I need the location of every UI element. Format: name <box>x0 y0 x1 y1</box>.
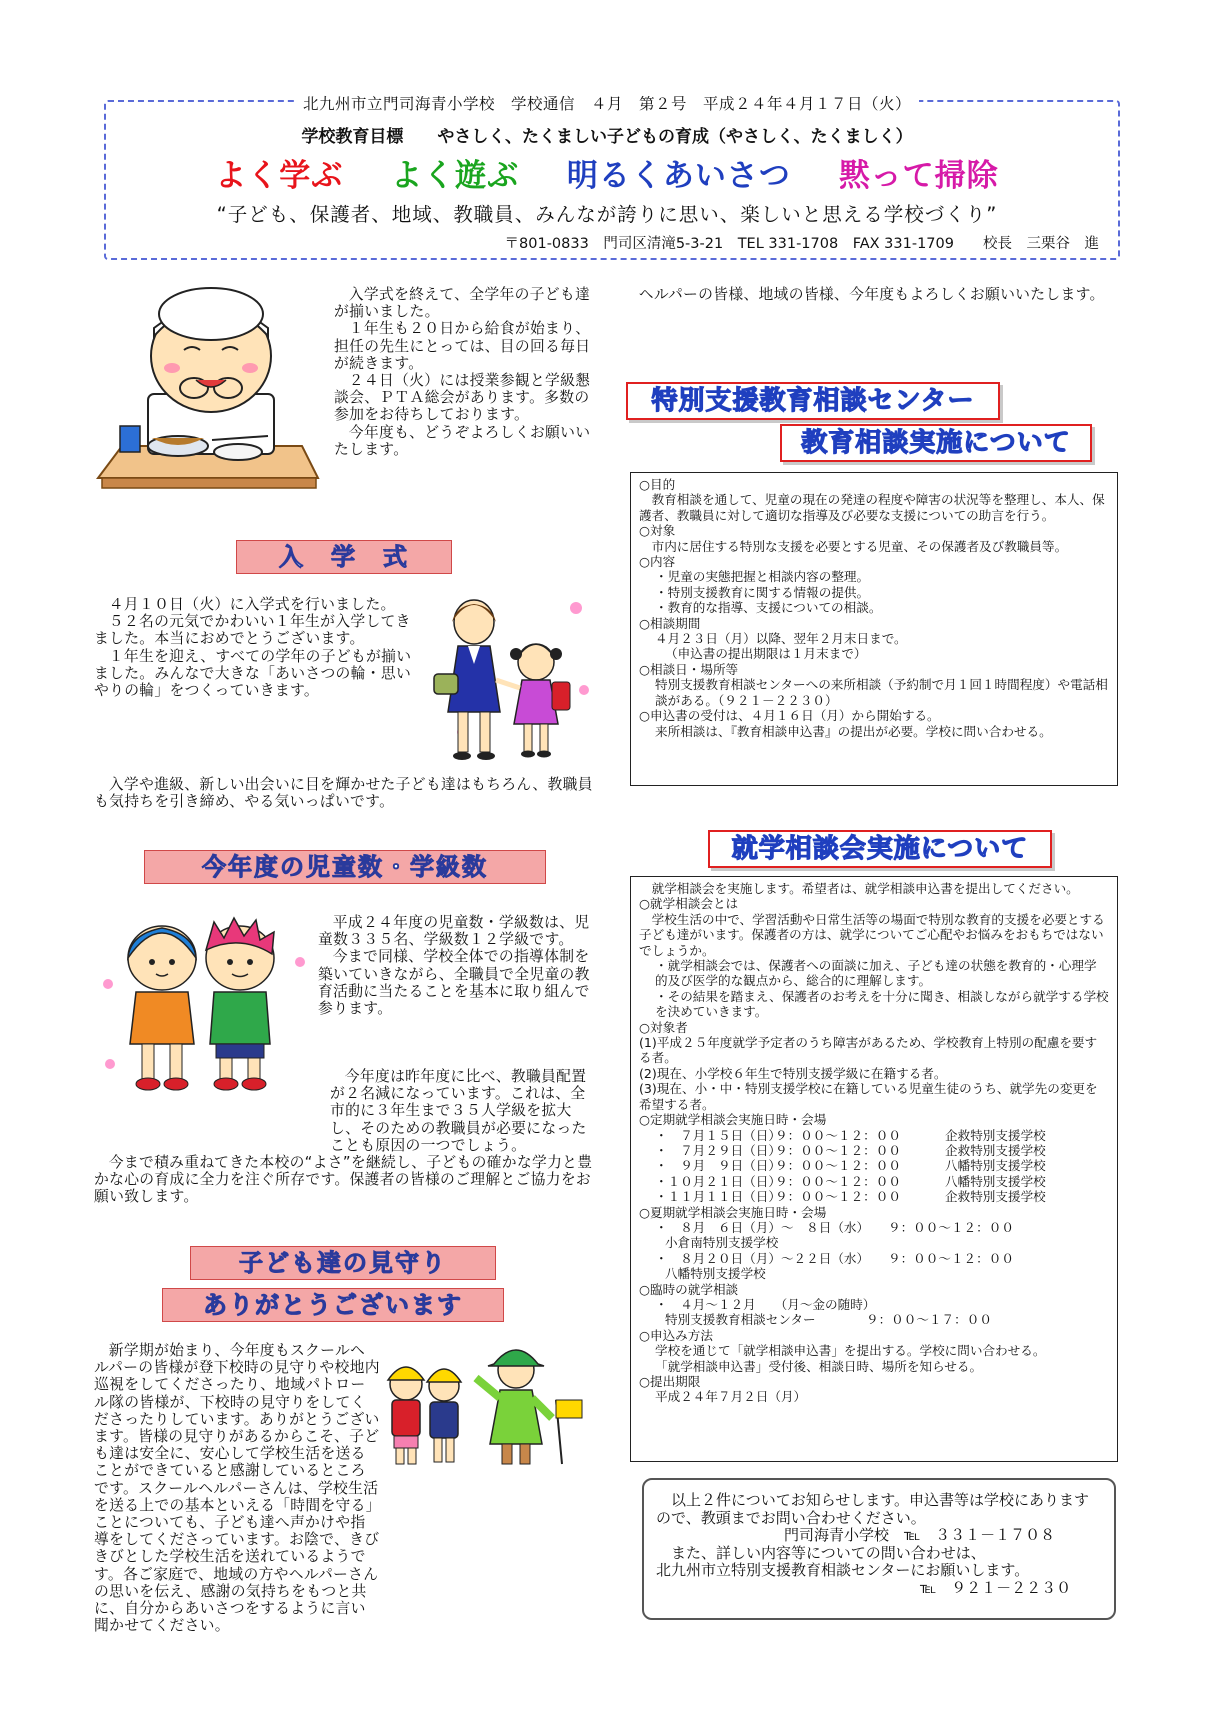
schedule-date: ・ ９月 ９日（日） <box>655 1158 781 1174</box>
schedule-date: ・１１月１１日（日） <box>655 1189 781 1205</box>
schedule-row <box>639 1158 1109 1173</box>
consult-info-line: 就学相談会を実施します。希望者は、就学相談申込書を提出してください。 <box>651 881 1079 896</box>
center-heading-1: 特別支援教育相談センター <box>626 382 1000 420</box>
consult-info-line: 八幡特別支援学校 <box>665 1266 766 1282</box>
consult-heading: 就学相談会実施について <box>708 830 1052 868</box>
school-motto: “子ども、保護者、地域、教職員、みんなが誇りに思い、楽しいと思える学校づくり” <box>216 203 998 226</box>
consult-info-line: 学校を通じて「就学相談申込書」を提出する。学校に問い合わせる。 <box>655 1343 1046 1359</box>
mother-child-illustration <box>424 592 596 768</box>
consult-info-line: ○就学相談会とは <box>639 896 739 912</box>
center-info-line: （申込書の提出期限は１月末まで） <box>665 646 867 662</box>
consult-info-line: ・ ８月２０日（月）～２２日（水） ９：００～１２：００ <box>655 1250 1014 1266</box>
slogans <box>0 150 1214 195</box>
center-info-box <box>630 472 1118 786</box>
center-info-line: ○相談日・場所等 <box>639 661 739 677</box>
schedule-place: 八幡特別支援学校 <box>945 1173 1046 1189</box>
consult-info-line: ○定期就学相談会実施日時・会場 <box>639 1112 827 1128</box>
center-heading-2: 教育相談実施について <box>780 424 1092 462</box>
schedule-time: ９：００～１２：００ <box>775 1173 901 1189</box>
center-info-line: ○内容 <box>639 554 676 570</box>
schedule-time: ９：００～１２：００ <box>775 1189 901 1205</box>
schedule-place: 企救特別支援学校 <box>945 1189 1046 1205</box>
schedule-place: 企救特別支援学校 <box>945 1127 1046 1143</box>
contact-school: 門司海青小学校 ℡ ３３１－１７０８ <box>784 1526 1056 1545</box>
enrollment-heading: 今年度の児童数・学級数 <box>144 850 546 884</box>
schedule-time: ９：００～１２：００ <box>775 1127 901 1143</box>
schedule-date: ・１０月２１日（日） <box>655 1173 781 1189</box>
center-info-line: ・特別支援教育に関する情報の提供。 <box>655 584 870 600</box>
consult-info-line: ○対象者 <box>639 1019 688 1035</box>
center-info-line: ○目的 <box>639 477 676 492</box>
schedule-date: ・ ７月２９日（日） <box>655 1142 781 1158</box>
schedule-place: 八幡特別支援学校 <box>945 1158 1046 1174</box>
consult-info-line: (2)現在、小学校６年生で特別支援学級に在籍する者。 <box>639 1065 947 1081</box>
contact-tel: ℡ ９２１－２２３０ <box>920 1578 1072 1597</box>
consult-info-box <box>630 876 1118 1462</box>
intro-text: 入学式を終えて、全学年の子ども達が揃いました。 １年生も２０日から給食が始まり、担任の先生にとっては、目の回る毎日が続きます。 ２４日（火）には授業参観と学級懇談会、ＰＴＡ総会があります。多数の参加をお待ちしております。 今年度も、どうぞよろしくお願いいたします。 <box>334 286 591 458</box>
enrollment-text-upper: 平成２４年度の児童数・学級数は、児童数３３５名、学級数１２学級です。 今まで同様、学校全体での指導体制を築いていきながら、全職員で全児童の教育活動に当たることを基本に取り組んで参ります。 <box>318 914 590 1018</box>
center-info-line: 市内に居住する特別な支援を必要とする児童、その保護者及び教職員等。 <box>651 538 1068 554</box>
entrance-text-lower: 入学や進級、新しい出会いに目を輝かせた子ども達はもちろん、教職員も気持ちを引き締め、やる気いっぱいです。 <box>94 776 593 811</box>
consult-info-line: (1)平成２５年度就学予定者のうち障害があるため、学校教育上特別の配慮を要する者。 <box>639 1035 1098 1066</box>
entrance-heading: 入 学 式 <box>236 540 452 574</box>
center-info-line: ・児童の実態把握と相談内容の整理。 <box>655 569 870 585</box>
consult-info-line: 特別支援教育相談センター ９：００～１７：００ <box>665 1312 992 1328</box>
consult-info-line: ○提出期限 <box>639 1374 701 1389</box>
consult-info-line: (3)現在、小・中・特別支援学校に在籍している児童生徒のうち、就学先の変更を希望する者。 <box>639 1081 1098 1112</box>
center-info-line: ４月２３日（月）以降、翌年２月末日まで。 <box>655 631 907 647</box>
slogan-study: よく学ぶ <box>215 158 344 194</box>
school-goal: 学校教育目標 やさしく、たくましい子どもの育成（やさしく、たくましく） <box>301 127 913 147</box>
center-info-line: 特別支援教育相談センターへの来所相談（予約制で月１回１時間程度）や電話相談がある。（９２１－２２３０） <box>655 677 1108 708</box>
consult-info-line: ○申込み方法 <box>639 1327 713 1343</box>
schedule-time: ９：００～１２：００ <box>775 1142 901 1158</box>
consult-info-line: 小倉南特別支援学校 <box>665 1235 779 1251</box>
watch-text: 新学期が始まり、今年度もスクールヘルパーの皆様が登下校時の見守りや校地内巡視をしてくださったり、地域パトロール隊の皆様が、下校時の見守りをしてくださったりしています。ありがとうございます。皆様の見守りがあるからこそ、子ども達は安全に、安心して学校生活を送ることができていると感謝しているところです。スクールヘルパーさんは、学校生活を送る上での基本といえる「時間を守る」ことについても、子ども達へ声かけや指導をしてくださっています。お陰で、きびきびとした学校生活を送れているようです。各ご家庭で、地域の方やヘルパーさんの思いを伝え、感謝の気持ちをもつと共に、自分からあいさつをするように言い聞かせてください。 <box>94 1342 380 1635</box>
enrollment-text-lower: 今年度は昨年度に比べ、教職員配置が２名減になっています。これは、全市的に３年生まで３５人学級を拡大し、そのための教職員が必要になったことも原因の一つでしょう。 今まで積み重ねてきた本校の“よさ”を継続し、子どもの確かな学力と豊かな心の育成に全力を注ぐ所存です。保護者の皆様のご理解とご協力をお願い致します。 <box>94 1068 593 1206</box>
slogan-play: よく遊ぶ <box>391 158 520 194</box>
schedule-row <box>639 1189 1109 1204</box>
center-info-line: ○申込書の受付は、４月１６日（月）から開始する。 <box>639 708 940 724</box>
slogan-clean: 黙って掃除 <box>838 158 999 194</box>
center-info-line: 来所相談は、『教育相談申込書』の提出が必要。学校に問い合わせる。 <box>655 723 1052 739</box>
lunch-child-illustration <box>92 278 324 498</box>
center-info-line: ・教育的な指導、支援についての相談。 <box>655 600 882 616</box>
consult-info-line: ・ ８月 ６日（月）～ ８日（水） ９：００～１２：００ <box>655 1219 1014 1235</box>
center-info-line: 教育相談を通して、児童の現在の発達の程度や障害の状況等を整理し、本人、保護者、教職員に対して適切な指導及び必要な支援についての助言を行う。 <box>639 492 1105 523</box>
consult-info-line: 「就学相談申込書」受付後、相談日時、場所を知らせる。 <box>655 1358 983 1374</box>
entrance-text-upper: ４月１０日（火）に入学式を行いました。 ５２名の元気でかわいい１年生が入学してきました。本当におめでとうございます。 １年生を迎え、すべての学年の子どもが揃いました。みんなで大きな「あいさつの輪・思いやりの輪」をつくっていきます。 <box>94 596 412 700</box>
center-info-line: ○対象 <box>639 523 676 539</box>
watch-heading-2: ありがとうございます <box>162 1288 504 1322</box>
contact-line-3: 北九州市立特別支援教育相談センターにお願いします。 <box>656 1561 1030 1580</box>
contact-line-1: 以上２件についてお知らせします。申込書等は学校にありますので、教頭までお問い合わせください。 <box>656 1491 1090 1527</box>
watch-text-continued: ヘルパーの皆様、地域の皆様、今年度もよろしくお願いいたします。 <box>638 286 1105 303</box>
schedule-date: ・ ７月１５日（日） <box>655 1127 781 1143</box>
consult-info-line: ○夏期就学相談会実施日時・会場 <box>639 1204 827 1220</box>
consult-info-line: ・その結果を踏まえ、保護者のお考えを十分に聞き、相談しながら就学する学校を決めていきます。 <box>655 988 1109 1020</box>
consult-info-line: ・就学相談会では、保護者への面談に加え、子ども達の状態を教育的・心理学的及び医学的な観点から、総合的に理解します。 <box>655 958 1097 989</box>
contact-box <box>642 1478 1116 1620</box>
consult-info-line: 平成２４年７月２日（月） <box>655 1389 807 1405</box>
schedule-time: ９：００～１２：００ <box>775 1158 901 1174</box>
contact-line-2: また、詳しい内容等についての問い合わせは、 <box>671 1543 986 1562</box>
consult-info-line: ○臨時の就学相談 <box>639 1281 739 1297</box>
schedule-row <box>639 1143 1109 1158</box>
center-info-line: ○相談期間 <box>639 615 701 631</box>
consult-info-line: 学校生活の中で、学習活動や日常生活等の場面で特別な教育的支援を必要とする子ども達がいます。保護者の方は、就学についてご心配やお悩みをおもちではないでしょうか。 <box>639 911 1105 958</box>
consult-info-line: ・ ４月～１２月 （月～金の随時） <box>655 1296 876 1312</box>
slogan-greet: 明るくあいさつ <box>566 158 791 194</box>
schedule-row <box>639 1128 1109 1143</box>
schedule-place: 企救特別支援学校 <box>945 1142 1046 1158</box>
schedule-row <box>639 1174 1109 1189</box>
address-line: 〒801-0833 門司区清滝5-3-21 TEL 331-1708 FAX 331-1709 校長 三栗谷 進 <box>504 236 1099 252</box>
watch-heading-1: 子ども達の見守り <box>190 1246 496 1280</box>
newsletter-info: 北九州市立門司海青小学校 学校通信 ４月 第２号 平成２４年４月１７日（火） <box>0 92 1214 114</box>
